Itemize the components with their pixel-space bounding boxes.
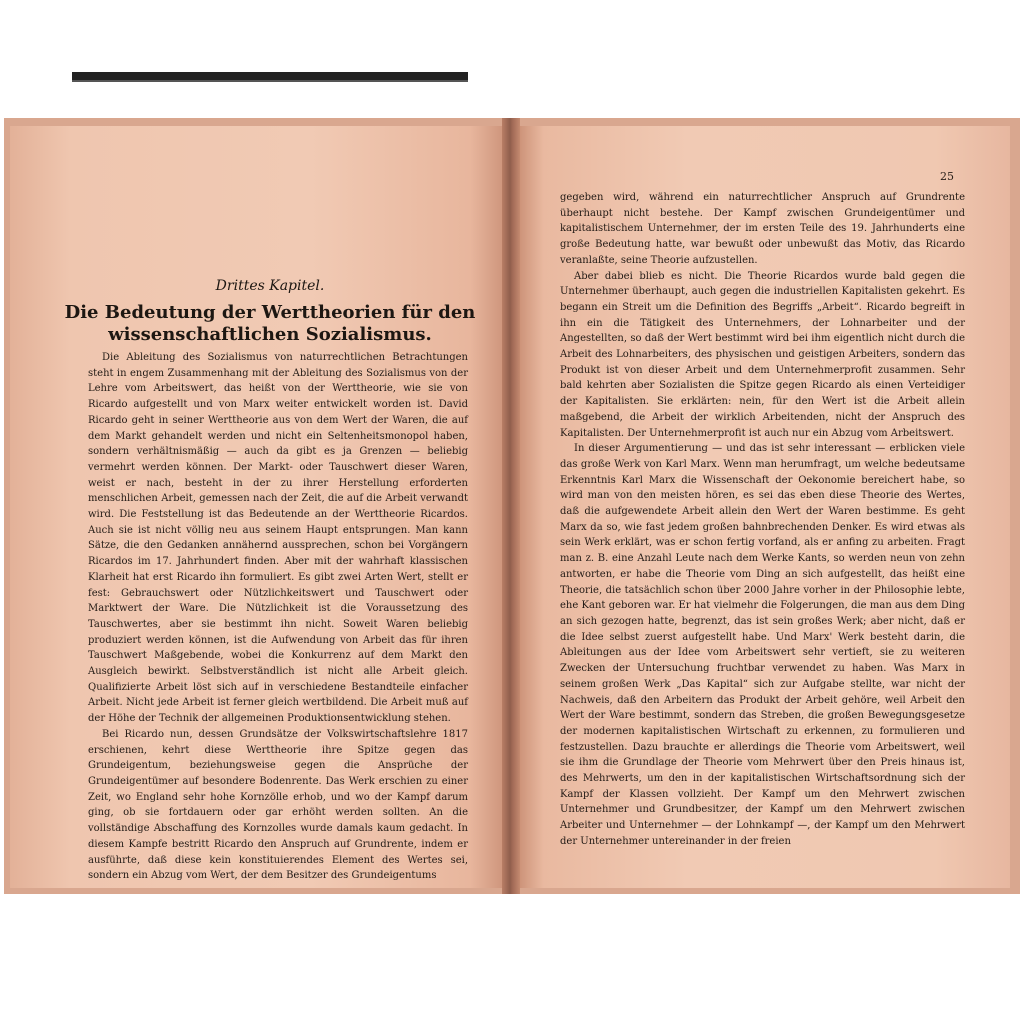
paragraph: Die Ableitung des Sozialismus von naturrechtlichen Betrachtungen steht in engem Zusammenhang mit der Ableitung des Sozialismus von der Lehre vom Arbeitswert, das heißt von der Werttheorie, wie sie von Ricardo aufgestellt und von Marx weiter entwickelt worden ist. David Ricardo geht in seiner Werttheorie aus von dem Wert der Waren, die auf dem Markt gehandelt werden und nicht ein Seltenheitsmonopol haben, sondern verhältnismäßig — auch da gibt es ja Grenzen — beliebig vermehrt werden können. Der Markt- oder Tauschwert dieser Waren, weist er nach, besteht in der zu ihrer Herstellung erforderten menschlichen Arbeit, gemessen nach der Zeit, die auf die Arbeit verwandt wird. Die Feststellung ist das Bedeutende an der Werttheorie Ricardos. Auch sie ist nicht völlig neu aus seinem Haupt entsprungen. Man kann Sätze, die den Gedanken annähernd aussprechen, schon bei Vorgängern Ricardos im 17. Jahrhundert finden. Aber mit der wahrhaft klassischen Klarheit hat erst Ricardo ihn formuliert. Es gibt zwei Arten Wert, stellt er fest: Gebrauchswert oder Nützlichkeitswert und Tauschwert oder Marktwert der Ware. Die Nützlichkeit ist die Voraussetzung des Tauschwertes, aber sie bestimmt ihn nicht. Soweit Waren beliebig produziert werden können, ist die Aufwendung von Arbeit das für ihren Tauschwert Maßgebende, wobei die Konkurrenz auf dem Markt den Ausgleich bewirkt. Selbstverständlich ist nicht alle Arbeit gleich. Qualifizierte Arbeit löst sich auf in verschiedene Bestandteile einfacher Arbeit. Nicht jede Arbeit ist ferner gleich wertbildend. Die Arbeit muß auf der Höhe der Technik der allgemeinen Produktionsentwicklung stehen. xyxy=(88,352,468,725)
book-gutter xyxy=(502,118,520,894)
chapter-rule xyxy=(72,72,468,82)
chapter-title: Die Bedeutung der Werttheorien für den wissenschaftlichen Sozialismus. xyxy=(64,302,476,345)
chapter-label: Drittes Kapitel. xyxy=(215,278,325,294)
paragraph: Bei Ricardo nun, dessen Grundsätze der Volkswirtschaftslehre 1817 erschienen, kehrt diese Werttheorie ihre Spitze gegen das Grundeigentum, beziehungsweise gegen die Ansprüche der Grundeigentümer auf besondere Bodenrente. Das Werk erschien zu einer Zeit, wo England sehr hohe Kornzölle erhob, und wo der Kampf darum ging, ob sie fortdauern oder gar erhöht werden sollten. An die vollständige Abschaffung des Kornzolles wurde damals kaum gedacht. In diesem Kampfe bestritt Ricardo den Anspruch auf Grundrente, indem er ausführte, daß diese kein konstituierendes Element des Wertes sei, sondern ein Abzug vom Wert, der dem Besitzer des Grundeigentums xyxy=(88,728,468,882)
right-page-text xyxy=(560,190,965,850)
paragraph: gegeben wird, während ein naturrechtlicher Anspruch auf Grundrente überhaupt nicht bestehe. Der Kampf zwischen Grundeigentümer und kapitalistischem Unternehmer, der im ersten Teile des 19. Jahrhunderts eine große Bedeutung hatte, war bewußt oder unbewußt das Motiv, das Ricardo veranlaßte, seine Theorie aufzustellen. xyxy=(560,192,965,266)
page-number: 25 xyxy=(940,170,954,183)
paragraph: Aber dabei blieb es nicht. Die Theorie Ricardos wurde bald gegen die Unternehmer überhaupt, auch gegen die industriellen Kapitalisten gekehrt. Es begann ein Streit um die Definition des Begriffs „Arbeit“. Ricardo begreift in ihn ein die Tätigkeit des Unternehmers, der Lohnarbeiter und der Angestellten, so daß der Wert bestimmt wird bei ihm eigentlich nicht durch die Arbeit des Lohnarbeiters, des physischen und geistigen Arbeiters, sondern das Produkt ist von dieser Arbeit und dem Unternehmerprofit zusammen. Sehr bald kehrten aber Sozialisten die Spitze gegen Ricardo als einen Verteidiger der Kapitalisten. Sie erklärten: nein, für den Wert ist die Arbeit allein maßgebend, die Arbeit der wirklich Arbeitenden, nicht der Anspruch des Kapitalisten. Der Unternehmerprofit ist auch nur ein Abzug vom Arbeitswert. xyxy=(560,270,965,439)
left-page-text xyxy=(88,350,468,884)
paragraph: In dieser Argumentierung — und das ist sehr interessant — erblicken viele das große Werk von Karl Marx. Wenn man herumfragt, um welche bedeutsame Erkenntnis Karl Marx die Wissenschaft der Oekonomie bereichert habe, so wird man von den meisten hören, es sei das eben diese Theorie des Wertes, daß die aufgewendete Arbeit allein den Wert der Waren bestimme. Es geht Marx da so, wie fast jedem großen bahnbrechenden Denker. Es wird etwas als sein Werk erklärt, was er schon fertig vorfand, als er anfing zu arbeiten. Fragt man z. B. eine Anzahl Leute nach dem Werke Kants, so werden neun von zehn antworten, er habe die Theorie vom Ding an sich aufgestellt, das heißt eine Theorie, die tatsächlich schon über 2000 Jahre vorher in der Philosophie lebte, ehe Kant geboren war. Er hat vielmehr die Folgerungen, die man aus dem Ding an sich gezogen hatte, begrenzt, das ist sein großes Werk; aber nicht, daß er die Idee selbst zuerst aufgestellt habe. Und Marx' Werk besteht darin, die Ableitungen aus der Idee vom Arbeitswert sehr vertieft, sie zu weiteren Zwecken der Untersuchung fruchtbar verwendet zu haben. Was Marx in seinem großen Werk „Das Kapital“ sich zur Aufgabe stellte, war nicht der Nachweis, daß den Arbeitern das Produkt der Arbeit gehöre, weil Arbeit den Wert der Ware bestimmt, sondern das Streben, die großen Bewegungsgesetze der modernen kapitalistischen Wirtschaft zu erkennen, zu formulieren und festzustellen. Dazu brauchte er allerdings die Theorie vom Arbeitswert, weil sie ihm die Grundlage der Theorie vom Mehrwert über den Preis hinaus ist, des Mehrwerts, um den in der kapitalistischen Wirtschaftsordnung sich der Kampf der Klassen vollzieht. Der Kampf um den Mehrwert zwischen Unternehmer und Grundbesitzer, der Kampf um den Mehrwert zwischen Arbeiter und Unternehmer — der Lohnkampf —, der Kampf um den Mehrwert der Unternehmer untereinander in der freien xyxy=(560,443,965,847)
